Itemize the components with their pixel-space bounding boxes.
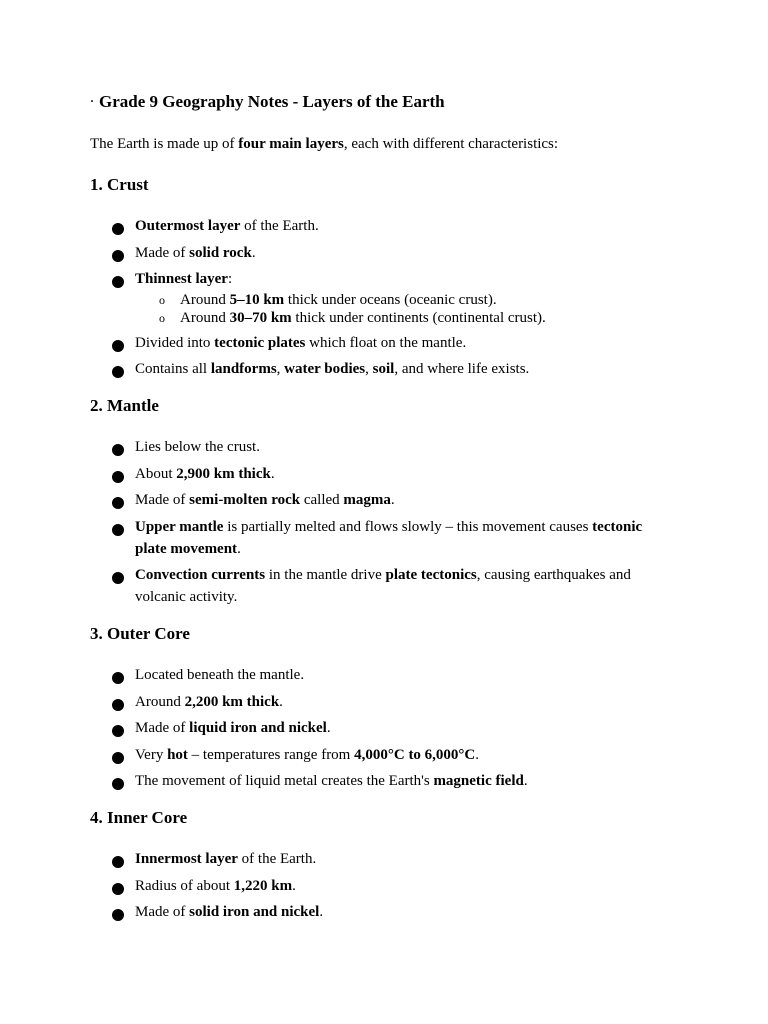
text-run: . — [319, 904, 324, 920]
bold-text: solid rock — [189, 244, 252, 261]
bullet-dot-icon — [112, 366, 124, 378]
list-item — [90, 691, 650, 713]
text-run: About — [135, 465, 177, 482]
text-run: . — [237, 540, 241, 557]
list-item — [90, 717, 650, 739]
text-run: . — [390, 492, 395, 508]
list-item — [90, 332, 650, 354]
text-run: of the Earth. — [237, 851, 317, 867]
bullet-dot-icon — [112, 250, 124, 262]
bold-text: semi-molten rock — [189, 492, 301, 508]
intro-paragraph — [90, 133, 768, 155]
bullet-dot-icon — [112, 340, 124, 352]
text-run: thick under continents (continental crust). — [291, 309, 546, 326]
bold-text: tectonic plates — [214, 334, 306, 351]
bold-text: 30–70 km — [229, 309, 292, 326]
list-item — [90, 848, 650, 870]
text-run: Very — [135, 746, 168, 763]
text-run: The movement of liquid metal creates the Earth's — [135, 773, 434, 789]
bullet-dot-icon — [112, 471, 124, 483]
title-bullet-mark: · — [90, 94, 95, 108]
bullet-dot-icon — [112, 444, 124, 456]
bullet-dot-icon — [112, 497, 124, 509]
bullet-dot-icon — [112, 672, 124, 684]
text-run: , and where life exists. — [394, 361, 530, 377]
text-run: Around — [180, 292, 230, 308]
bullet-dot-icon — [112, 276, 124, 288]
bullet-list — [90, 215, 650, 380]
list-item — [90, 242, 650, 264]
bullet-dot-icon — [112, 752, 124, 764]
sub-bullet-icon: o — [159, 293, 165, 307]
bold-text: Outermost layer — [135, 218, 241, 234]
list-item — [90, 875, 650, 897]
text-run: . — [523, 773, 528, 789]
text-run: called — [300, 492, 344, 508]
bold-text: four main layers — [238, 136, 344, 152]
bold-text: 1,220 km — [233, 877, 293, 894]
text-run: . — [326, 720, 331, 736]
text-run: , each with different characteristics: — [343, 136, 559, 152]
text-run: . — [251, 244, 256, 261]
text-run: Made of — [135, 492, 190, 508]
sub-list-item — [135, 310, 650, 328]
text-run: , causing earthquakes and volcanic activity. — [135, 567, 631, 605]
bold-text: tectonic plate movement — [135, 518, 643, 557]
bold-text: liquid iron and nickel — [189, 720, 327, 736]
bold-text: solid iron and nickel — [189, 904, 320, 920]
bold-text: landforms — [210, 361, 277, 377]
list-item — [90, 463, 650, 485]
bold-text: 2,900 km thick — [176, 465, 271, 482]
bullet-dot-icon — [112, 524, 124, 536]
text-run: . — [475, 746, 480, 763]
list-item — [90, 770, 650, 792]
text-run: Divided into — [135, 334, 215, 351]
section-heading: 4. Inner Core — [90, 808, 188, 827]
text-run: Contains all — [135, 361, 211, 377]
text-run: Radius of about — [135, 877, 234, 894]
text-run: . — [270, 465, 275, 482]
list-item — [90, 215, 650, 237]
text-run: Located beneath the mantle. — [135, 667, 305, 683]
bold-text: magnetic field — [433, 773, 524, 789]
text-run: : — [227, 271, 233, 287]
bold-text: soil — [372, 361, 395, 377]
text-run: Made of — [135, 720, 190, 736]
bullet-dot-icon — [112, 778, 124, 790]
list-item — [90, 564, 650, 608]
bold-text: plate tectonics — [385, 567, 477, 583]
bullet-list — [90, 664, 650, 792]
bold-text: Upper mantle — [135, 518, 224, 535]
text-run: The Earth is made up of — [90, 136, 239, 152]
bold-text: water bodies — [284, 361, 366, 377]
sub-list — [135, 292, 650, 327]
sub-list-item — [135, 292, 650, 310]
sub-bullet-icon: o — [159, 310, 165, 325]
text-run: – temperatures range from — [187, 746, 355, 763]
bold-text: hot — [167, 746, 188, 763]
document-title-text: Grade 9 Geography Notes - Layers of the Earth — [99, 92, 445, 111]
text-run: , — [276, 361, 285, 377]
text-run: Around — [135, 693, 185, 710]
bold-text: 2,200 km thick — [184, 693, 280, 710]
bold-text: 4,000°C to 6,000°C — [354, 746, 476, 763]
text-run: which float on the mantle. — [305, 334, 467, 351]
text-run: in the mantle drive — [265, 567, 386, 583]
text-run: Made of — [135, 904, 190, 920]
document-title — [90, 90, 768, 115]
bold-text: Thinnest layer — [135, 271, 228, 287]
bold-text: 5–10 km — [229, 292, 285, 308]
section-heading: 2. Mantle — [90, 396, 159, 415]
list-item — [90, 744, 650, 766]
section-heading: 3. Outer Core — [90, 624, 190, 643]
list-item — [90, 268, 650, 327]
bold-text: Convection currents — [135, 567, 266, 583]
text-run: Lies below the crust. — [135, 439, 260, 455]
list-item — [90, 436, 650, 458]
bullet-dot-icon — [112, 856, 124, 868]
bullet-dot-icon — [112, 909, 124, 921]
list-item — [90, 901, 650, 923]
bullet-dot-icon — [112, 223, 124, 235]
bold-text: Innermost layer — [135, 851, 238, 867]
text-run: . — [292, 877, 296, 894]
sections-container — [90, 173, 768, 923]
list-item — [90, 664, 650, 686]
text-run: Made of — [135, 244, 190, 261]
list-item — [90, 489, 650, 511]
bullet-dot-icon — [112, 725, 124, 737]
list-item — [90, 516, 650, 560]
bullet-list — [90, 848, 650, 923]
bullet-list — [90, 436, 650, 608]
bold-text: magma — [343, 492, 391, 508]
bullet-dot-icon — [112, 883, 124, 895]
text-run: , — [365, 361, 373, 377]
list-item — [90, 358, 650, 380]
text-run: is partially melted and flows slowly – this movement causes — [223, 518, 593, 535]
text-run: thick under oceans (oceanic crust). — [284, 292, 497, 308]
text-run: Around — [180, 309, 230, 326]
section-heading: 1. Crust — [90, 175, 149, 194]
bullet-dot-icon — [112, 572, 124, 584]
bullet-dot-icon — [112, 699, 124, 711]
text-run: . — [279, 693, 283, 710]
text-run: of the Earth. — [240, 218, 319, 234]
